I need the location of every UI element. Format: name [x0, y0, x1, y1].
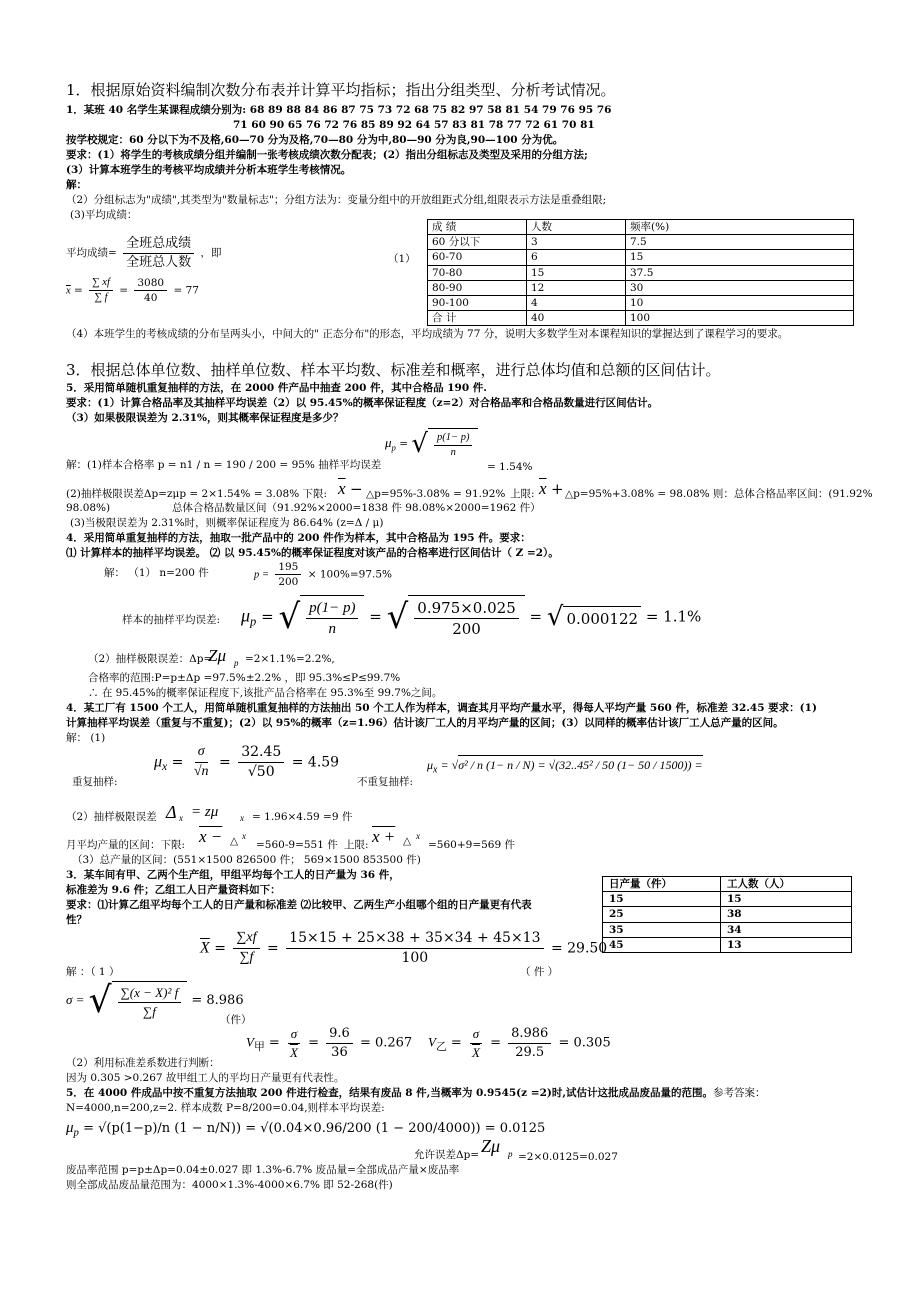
p5-minus: −: [350, 480, 363, 498]
p5-s2j: 总体合格品数量区间（91.92%×2000=1838 件 98.08%×2000=1962 件）: [172, 502, 541, 514]
p3-a2: （2）利用标准差系数进行判断：: [66, 1057, 220, 1069]
delta-icon: Δ: [166, 802, 177, 822]
xbar-symbol: $\overline{x}$: [66, 285, 71, 297]
p4b-s3f: 上限:: [344, 839, 369, 851]
table-cell: 60 分以下: [428, 235, 527, 250]
sigma-formula: [66, 981, 244, 1020]
frac-den: 100: [401, 949, 429, 966]
delta-sub: x: [179, 813, 183, 823]
eq-sign: =: [529, 607, 543, 626]
p5-xbar: $\overline{x}$: [338, 479, 346, 498]
p4b-result: = 4.59: [291, 754, 340, 771]
avg-calc: [66, 276, 199, 305]
mu-subscript: p: [391, 442, 396, 453]
mu-subscript: p: [250, 614, 257, 629]
frac-den: 36: [331, 1044, 348, 1060]
table-row: [428, 235, 854, 250]
table-row: [428, 295, 854, 310]
p4b-rep-label: 重复抽样:: [72, 776, 118, 788]
p4-s2d: =2×1.1%=2.2%,: [245, 653, 335, 665]
p3-sol-label: 解 ：（ 1 ）: [66, 966, 120, 978]
eq-sign: =: [119, 284, 129, 297]
frac-den: ∑f: [142, 1003, 156, 1019]
eq-sign: =: [74, 284, 83, 297]
p4b-q2: 计算抽样平均误差（重复与不重复)；(2）以 95%的概率（z=1.96）估计该厂工人的月平均产量的区间；(3）以同样的概率估计该厂工人总产量的区间。: [66, 717, 784, 729]
mu-symbol: μ: [154, 753, 163, 771]
sqrt-n: n: [201, 763, 209, 779]
table-cell: 15: [603, 892, 721, 907]
p5-q1: 5．采用简单随机重复抽样的方法，在 2000 件产品中抽查 200 件，其中合格品 190 件.: [66, 382, 487, 394]
sqrt-icon: √: [278, 597, 301, 638]
p3-q2: 标准差为 9.6 件；乙组工人日产量资料如下：: [66, 884, 281, 896]
avg-fraction: [123, 235, 194, 271]
table-row: [603, 907, 852, 922]
p5-s2a: (2)抽样极限误差Δp=zμp = 2×1.54% = 3.08% 下限:: [66, 488, 328, 500]
q1-ans3: (3)平均成绩：: [70, 209, 138, 221]
p4-q2: ⑴ 计算样本的抽样平均误差。 ⑵ 以 95.45%的概率保证程度对该产品的合格率进行区间估计（ Z =2）。: [66, 547, 559, 559]
p4-q1: 4．采用简单重复抽样的方法，抽取一批产品中的 200 件作为样本，其中合格品为 195 件。要求：: [66, 532, 531, 544]
p4-zmu: Zμ: [208, 646, 226, 665]
p5-s1-result: = 1.54%: [487, 461, 533, 473]
q1-ans2: （2）分组标志为"成绩",其类型为"数量标志"；分组方法为：变量分组中的开放组距式分组,组限表示方法是重叠组限;: [66, 194, 607, 206]
table-row: [603, 892, 852, 907]
p5b-zmu-sub: p: [508, 1149, 513, 1159]
p5b-s3: 则全部成品废品量范围为：4000×1.3%-4000×6.7% 即 52-268(件): [66, 1179, 393, 1191]
norep-expression: σ² / n (1− n / N) = √(32..45² / 50 (1− 50 / 1500)) =: [458, 755, 702, 772]
table-cell: 35: [603, 922, 721, 937]
table-cell: 合 计: [428, 311, 527, 326]
frac-den: 200: [452, 620, 481, 639]
p4b-sol: 解： (1): [66, 732, 106, 744]
daily-output-table: [602, 876, 852, 953]
value-denominator: 40: [144, 292, 158, 305]
p4-s1: 解： （1） n=200 件: [104, 567, 209, 579]
p5b-zmu: Zμ: [481, 1136, 501, 1156]
sqrt-icon: √: [88, 979, 112, 1021]
mu-symbol: μ: [66, 1120, 74, 1136]
p5-s2i: 98.08%): [66, 502, 111, 514]
eq-sign: =: [268, 1035, 280, 1051]
xbar-symbol: $\overline{X}$: [200, 939, 210, 957]
frac-num: σ: [288, 1025, 300, 1044]
p4b-s3e: =560-9=551 件: [256, 839, 338, 851]
p5b-allow-result: =2×0.0125=0.027: [518, 1151, 618, 1163]
z-mu: = zμ: [191, 804, 219, 820]
p4b-xbar-minus: x −: [199, 827, 223, 846]
p4-err-label: 样本的抽样平均误差:: [122, 614, 221, 626]
p5-mu-formula: [385, 428, 478, 460]
p4b-s2a: （2）抽样极限误差: [66, 811, 157, 823]
p4b-tri-sub: x: [242, 831, 246, 841]
mu-symbol: μ: [385, 435, 392, 451]
eq-sign: =: [369, 607, 382, 626]
table-row: [428, 250, 854, 265]
eq-sign: =: [214, 940, 226, 957]
frac-den: ∑f: [239, 949, 254, 965]
table-row: [428, 280, 854, 295]
p5-plus: +: [551, 480, 564, 498]
table-cell: 12: [527, 280, 626, 295]
table-cell: 100: [626, 311, 854, 326]
p4b-s3j: =560+9=569 件: [428, 839, 515, 851]
frac-den: n: [328, 621, 337, 638]
v-symbol: V: [246, 1034, 254, 1050]
p4b-q1: 4．某工厂有 1500 个工人，用简单随机重复抽样的方法抽出 50 个工人作为样本，调查其月平均产量水平，得每人平均产量 560 件，标准差 32.45 要求：(1): [66, 702, 817, 714]
sigma-eq: σ =: [66, 992, 85, 1008]
value-fraction: [134, 276, 167, 305]
p3-q4: 性？: [66, 914, 87, 926]
p4b-tri: △: [230, 835, 239, 847]
eq-sign: =: [399, 438, 409, 451]
table-header-cell: 人数: [527, 220, 626, 235]
table-row: [603, 922, 852, 937]
sqrt-icon: √: [386, 597, 409, 638]
eq-sign: =: [266, 940, 279, 957]
p5-s2d: △p=95%-3.08% = 91.92%: [366, 488, 506, 500]
table-cell: 80-90: [428, 280, 527, 295]
mu-symbol: μ: [241, 605, 251, 626]
eq-sign: =: [261, 607, 274, 626]
table-cell: 10: [626, 295, 854, 310]
p5-s2e: 上限:: [510, 488, 535, 500]
avg-formula: [66, 224, 222, 271]
p4b-norep-formula: $\mu_x = √\sigma^2 / n$ (1− n / N) = √(32..45² / 50 (1− 50 / 1500)) =: [427, 757, 703, 777]
table-header-cell: 频率(%): [626, 220, 854, 235]
table-header-cell: 成 绩: [428, 220, 527, 235]
table-cell: 7.5: [626, 235, 854, 250]
z-mu-sub: x: [240, 813, 244, 823]
section3-heading: 3．根据总体单位数、抽样单位数、样本平均数、标准差和概率，进行总体均值和总额的区间估计。: [66, 361, 721, 379]
table-cell: 45: [603, 937, 721, 952]
table-cell: 60-70: [428, 250, 527, 265]
table-cell: 38: [721, 907, 852, 922]
q1-req1: 要求：(1）将学生的考核成绩分组并编制一张考核成绩次数分配表；(2）指出分组标志及类型及采用的分组方法;: [66, 149, 588, 161]
p5-s2h: △p=95%+3.08% = 98.08% 则：总体合格品率区间：(91.92%: [565, 488, 873, 500]
p5b-ref: 参考答案：: [713, 1087, 766, 1099]
table-cell: 15: [527, 265, 626, 280]
mu-subscript: x: [433, 764, 438, 776]
p3-a3: 因为 0.305 >0.267 故甲组工人的平均日产量更有代表性。: [66, 1072, 345, 1084]
p3-unit-label: （ 件 ）: [520, 966, 559, 978]
q1-scores-line1: 1．某班 40 名学生某课程成绩分别为: 68 89 88 84 86 87 75 73 72 68 75 82 97 58 81 54 79 76 95 76: [66, 104, 612, 116]
table-row: [428, 311, 854, 326]
sqrt-50: 50: [256, 763, 275, 780]
section1-heading: 1．根据原始资料编制次数分布表并计算平均指标；指出分组类型、分析考试情况。: [66, 81, 616, 99]
frac-num: p(1− p): [434, 431, 472, 446]
table1-label: （1）: [388, 253, 416, 265]
mu-subscript: x: [162, 760, 168, 774]
table-header-cell: 日产量（件）: [603, 877, 721, 892]
avg-denominator: 全班总人数: [126, 254, 192, 270]
table-cell: 37.5: [626, 265, 854, 280]
p5b-question: [66, 1086, 766, 1100]
p4b-tri2: △: [403, 835, 412, 847]
frac-num: 195: [275, 560, 301, 575]
v-jia-result: = 0.267: [359, 1035, 413, 1051]
v-jia-formula: [246, 1025, 412, 1061]
p4b-s4: （3）总产量的区间：(551×1500 826500 件； 569×1500 853500 件): [72, 854, 421, 866]
p5-q3: （3）如果极限误差为 2.31%，则其概率保证程度是多少？: [66, 412, 344, 424]
p5b-formula: [66, 1118, 545, 1140]
table-cell: 34: [721, 922, 852, 937]
frac-den: n: [450, 447, 456, 459]
q1-rule: 按学校规定：60 分以下为不及格,60—70 分为及格,70—80 分为中,80—90 分为良,90—100 分为优。: [66, 134, 564, 146]
p5-s1: 解：(1)样本合格率 p = n1 / n = 190 / 200 = 95% 抽样平均误差: [66, 459, 382, 471]
eq-sign: =: [219, 754, 231, 771]
table-header-row: [428, 220, 854, 235]
frac-num: ∑(x − X)² f: [118, 984, 182, 1003]
sigma-result: = 8.986: [191, 993, 244, 1009]
xbar-formula: [200, 929, 607, 968]
eq-sign: =: [308, 1035, 319, 1051]
eq-sign: =: [171, 754, 184, 771]
frac-num: σ: [195, 743, 208, 763]
p4-s2a: （2）抽样极限误差：Δp=: [88, 653, 213, 665]
avg-label: 平均成绩=: [66, 247, 117, 259]
avg-numerator: 全班总成绩: [123, 235, 194, 254]
sum-f: ∑ f: [94, 292, 108, 304]
p5b-allow: 允许误差Δp=: [414, 1149, 480, 1161]
mu-symbol: μ: [427, 758, 434, 772]
table-cell: 15: [626, 250, 854, 265]
p4-result: = 1.1%: [645, 607, 702, 626]
p4b-s3a: 月平均产量的区间：下限:: [66, 839, 186, 851]
p-result: × 100%=97.5%: [307, 568, 393, 581]
v-symbol: V: [428, 1034, 436, 1050]
p3-q1: 3．某车间有甲、乙两个生产组，甲组平均每个工人的日产量为 36 件，: [66, 869, 400, 881]
p5-q2: 要求：(1）计算合格品率及其抽样平均误差（2）以 95.45%的概率保证程度（z=2）对合格品率和合格品数量进行区间估计。: [66, 397, 659, 409]
q1-ans4: （4）本班学生的考核成绩的分布呈两头小，中间大的" 正态分布"的形态，平均成绩为 77 分，说明大多数学生对本课程知识的掌握达到了课程学习的要求。: [66, 328, 789, 340]
score-distribution-table: [427, 219, 854, 326]
value-numerator: 3080: [134, 276, 167, 291]
sqrt-icon: √: [546, 602, 564, 633]
p5-xbar2: $\overline{x}$: [539, 479, 547, 498]
frac-num: 15×15 + 25×38 + 35×34 + 45×13: [286, 929, 543, 949]
frac-num: p(1− p): [306, 598, 358, 619]
v-yi-result: = 0.305: [558, 1035, 611, 1051]
table-header-row: [603, 877, 852, 892]
p4b-mu-formula: $\mu_x$ = $\frac{\sigma}{√n}$ = $\frac{32.45}{√50}$ = 4.59: [154, 744, 340, 780]
eq-sign: =: [490, 1035, 501, 1051]
sqrt-value: 0.000122: [563, 606, 641, 629]
xf-fraction: [89, 276, 113, 305]
frac-den: 200: [278, 576, 299, 589]
q1-solution: 解：: [66, 179, 87, 191]
p4b-norep-label: 不重复抽样:: [357, 776, 414, 788]
q1-req2: (3）计算本班学生的考核平均成绩并分析本班学生考核情况。: [66, 164, 352, 176]
table-cell: 70-80: [428, 265, 527, 280]
p4-s4: ∴ 在 95.45%的概率保证程度下,该批产品合格率在 95.3%至 99.7%之间。: [88, 687, 443, 699]
v-subscript: 乙: [435, 1040, 447, 1054]
frac-num: 9.6: [326, 1025, 353, 1044]
frac-den: X: [289, 1044, 298, 1060]
sum-xf: ∑ xf: [89, 276, 113, 291]
p4-p-formula: [254, 560, 392, 589]
frac-num: σ: [470, 1025, 482, 1044]
eq-sign: =: [440, 758, 449, 772]
mu-subscript: p: [73, 1126, 79, 1139]
frac-num: ∑xf: [233, 929, 259, 949]
q1-scores-line2: 71 60 90 65 76 72 76 85 89 92 64 57 83 81 78 77 72 61 70 81: [233, 119, 595, 131]
avg-ji: ，即: [200, 247, 222, 259]
table-cell: 13: [721, 937, 852, 952]
p4-mu-formula: [241, 595, 701, 640]
p5b-s2: 废品率范围 p=p±Δp=0.04±0.027 即 1.3%-6.7% 废品量=全部成品产量×废品率: [66, 1164, 460, 1176]
p5b-expression: = √(p(1−p)/n (1 − n/N)) = √(0.04×0.96/200 (1 − 200/4000)) = 0.0125: [83, 1121, 546, 1136]
p5-s3: (3)当极限误差为 2.31%时，则概率保证程度为 86.64% (z=Δ / μ): [70, 517, 384, 529]
sqrt-icon: √: [411, 429, 428, 460]
xbar-result: = 29.50: [550, 940, 608, 957]
table-header-cell: 工人数（人）: [721, 877, 852, 892]
sigma-unit: （件）: [220, 1014, 252, 1026]
p4-s3: 合格率的范围:P=p±Δp =97.5%±2.2% ，即 95.3%≤P≤99.7%: [88, 672, 401, 684]
v-subscript: 甲: [253, 1040, 265, 1054]
table-cell: 25: [603, 907, 721, 922]
table-cell: 15: [721, 892, 852, 907]
sqrt: [411, 428, 478, 460]
p4b-tri2-sub: x: [416, 831, 420, 841]
table-row: [428, 265, 854, 280]
table-cell: 6: [527, 250, 626, 265]
v-yi-formula: [428, 1025, 611, 1061]
frac-den: X: [471, 1044, 480, 1060]
table-cell: 3: [527, 235, 626, 250]
frac-num: 0.975×0.025: [414, 598, 518, 619]
p3-q3: 要求：⑴计算乙组平均每个工人的日产量和标准差 ⑵比较甲、乙两生产小组哪个组的日产量更有代表: [66, 899, 532, 911]
p4b-xbar-plus: x +: [372, 827, 396, 846]
frac-num: 32.45: [238, 743, 284, 763]
value-result: = 77: [173, 284, 199, 297]
frac-den: 29.5: [515, 1044, 545, 1060]
table-cell: 4: [527, 295, 626, 310]
p4b-s2f: = 1.96×4.59 =9 件: [252, 811, 353, 823]
eq-sign: =: [450, 1035, 462, 1051]
p-eq: p =: [254, 569, 269, 581]
table-cell: 40: [527, 311, 626, 326]
p4-zmu-sub: p: [234, 658, 239, 668]
p5b-s1: N=4000,n=200,z=2. 样本成数 P=8/200=0.04,则样本平均误差:: [66, 1102, 385, 1114]
frac-num: 8.986: [508, 1025, 551, 1044]
table-row: [603, 937, 852, 952]
table-cell: 30: [626, 280, 854, 295]
p5b-q1: 5．在 4000 件成品中按不重复方法抽取 200 件进行检查，结果有废品 8 件,当概率为 0.9545(z =2)时,试估计这批成品废品量的范围。: [66, 1087, 713, 1099]
table-cell: 90-100: [428, 295, 527, 310]
